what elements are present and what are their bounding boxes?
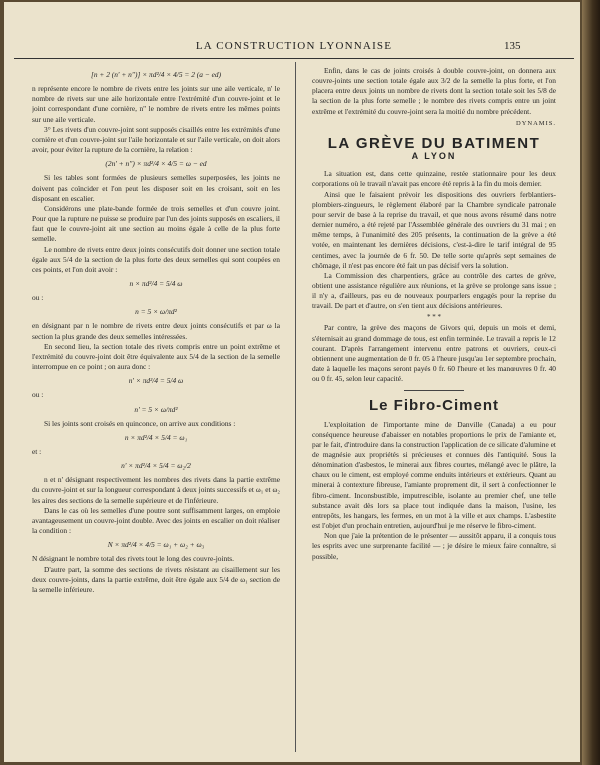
formula: n' × πd²/4 × 5/4 = ω₂/2 bbox=[121, 461, 191, 471]
right-column bbox=[312, 66, 556, 756]
newspaper-page bbox=[4, 2, 580, 762]
formula: n' = 5 × ω/πd² bbox=[134, 404, 178, 414]
section-asterism: * * * bbox=[427, 313, 441, 322]
paragraph: La Commission des charpentiers, grâce au contrôle des cartes de grève, obtient une assistance régulière aux réunions, et la grève se prolonge sans issue ; il n'y a, d'ailleurs, pas eu de nouveaux pourparlers engagés pour la reprise du travail. De part et d'autre, on s'en tient aux décisions antérieures. bbox=[312, 270, 556, 311]
article-headline: Le Fibro-Ciment bbox=[369, 397, 499, 415]
separator-rule bbox=[404, 390, 464, 391]
formula: n = 5 × ω/πd² bbox=[135, 307, 177, 317]
paragraph: Par contre, la grève des maçons de Givors qui, depuis un mois et demi, s'éternisait au grand dommage de tous, est enfin terminée. Le travail a repris le 12 courant. D'après l'arrangement intervenu entre patrons et ouvriers, ceux-ci obtiennent une augmentation de 0 fr. 05 à l'heure jusqu'au 1er septembre prochain, date à laquelle les maçons seront payés 0 fr. 60 l'heure et les manœuvres 0 fr. 40 ou 0 fr. 45, selon leur capacité. bbox=[312, 323, 556, 384]
header-rule bbox=[14, 58, 574, 59]
paragraph: Considérons une plate-bande formée de trois semelles et d'un couvre joint. Pour que la rupture ne puisse se produire par l'un des joints supposés en escaliers, il faut que le couvre-joint ait une section au moins égale à celle de la plus forte semelle. bbox=[32, 203, 280, 244]
paragraph: Si les joints sont croisés en quinconce, on arrive aux conditions : bbox=[44, 418, 236, 428]
signature: DYNAMIS. bbox=[516, 119, 556, 127]
article-headline: LA GRÈVE DU BATIMENT bbox=[327, 134, 541, 152]
page-header bbox=[4, 40, 580, 60]
paragraph: Enfin, dans le cas de joints croisés à double couvre-joint, on donnera aux couvre-joints une section totale égale aux 3/2 de la semelle la plus forte, et l'on placera entre deux joints un nombre de rivets dont la section totale soit les 5/8 de la section de la plus forte semelle ; le nombre des rivets compris entre un joint extrême et l'extrémité du couvre-joint sera la moitié du nombre précédent. bbox=[312, 66, 556, 116]
paragraph: Non que j'aie la prétention de le présenter — aussitôt apparu, il a conquis tous les esprits avec une surprenante facilité — ; je désire le mieux faire connaître, si possible, bbox=[312, 531, 556, 561]
paragraph: La situation est, dans cette quinzaine, restée stationnaire pour les deux corporations où le travail n'avait pas encore été repris à la fin du mois dernier. bbox=[312, 169, 556, 189]
formula: [n + 2 (n' + n'')] × πd²/4 × 4/5 = 2 (a − ed) bbox=[90, 70, 222, 79]
left-column bbox=[32, 66, 280, 756]
formula: n' × πd²/4 = 5/4 ω bbox=[128, 376, 184, 386]
paragraph: ou : bbox=[32, 390, 44, 400]
page-number: 135 bbox=[504, 40, 521, 52]
paragraph: ou : bbox=[32, 293, 44, 303]
paragraph: L'exploitation de l'importante mine de Danville (Canada) a eu pour conséquence heureuse d'abaisser en notables proportions le prix de l'amiante et, par le fait, d'introduire dans la construction l'application de ce silicate d'alumine et de magnésie aux propriétés si précieuses et connues dès l'antiquité. Sous la dénomination d'asbestos, le minerai aux fibres courtes, mélangé avec le plâtre, la chaux ou le ciment, est employé comme enduits intérieurs et extérieurs. Quant au minerai à contexture fibreuse, l'amiante proprement dit, il sert à confectionner le fibro-ciment. Inconsbustible, imputrescible, isolante au premier chef, une telle substance avait dès lors sa place tout indiquée dans la maison, l'usine, les entrepôts, les hangars, les fermes, en un mot à la ville et aux champs. L'asbestite est l'objet d'un prochain entretien, aujourd'hui je me réserve le fibro-ciment. bbox=[312, 419, 556, 531]
paragraph: En second lieu, la section totale des rivets compris entre un point extrême et l'extrémité du couvre-joint doit être équivalente aux 5/4 de la section de la semelle interrompue en ce point ; on aura donc : bbox=[32, 341, 280, 372]
paragraph: N désignant le nombre total des rivets tout le long des couvre-joints. bbox=[32, 554, 234, 564]
paragraph: en désignant par n le nombre de rivets entre deux joints consécutifs et par ω la section la plus grande des deux semelles intéressées. bbox=[32, 321, 280, 341]
running-title: LA CONSTRUCTION LYONNAISE bbox=[195, 40, 393, 52]
paragraph: n et n' désignant respectivement les nombres des rivets dans la partie extrême du couvre-joint et sur la longueur correspondant à deux joints successifs et ω₁ et ω₂ les aires des sections de la semelle supérieure et de l'inférieure. bbox=[32, 475, 280, 505]
formula: (2n' + n'') × πd²/4 × 4/5 = ω − ed bbox=[105, 159, 207, 169]
paragraph: et : bbox=[32, 447, 42, 456]
paragraph: D'autre part, la somme des sections de rivets résistant au cisaillement sur les deux couvre-joints, dans la partie extrême, doit être égale aux 5/4 de ω₁ section de la semelle inférieure. bbox=[32, 564, 280, 594]
paragraph: Le nombre de rivets entre deux joints consécutifs doit donner une section totale égale aux 5/4 de la section de la plus forte des deux semelles qui sont coupées en ces points, et l'on doit avoir : bbox=[32, 244, 280, 274]
book-binding-edge bbox=[582, 0, 600, 765]
article-subheadline: A LYON bbox=[411, 151, 457, 162]
paragraph: n représente encore le nombre de rivets entre les joints sur une aile verticale, n' le nombre de rivets sur une aile horizontale entre l'extrémité d'un couvre-joint et le joint correspondant d'une cornière, n'' le nombre de rivets entre les mêmes points sur une aile verticale. bbox=[32, 84, 280, 124]
formula: n × πd²/4 = 5/4 ω bbox=[129, 278, 183, 288]
formula: n × πd²/4 × 5/4 = ω₁ bbox=[124, 432, 188, 442]
paragraph: Si les tables sont formées de plusieurs semelles superposées, les joints ne doivent pas coïncider et l'on peut les disposer soit en les croisant, soit en les disposant en escalier. bbox=[32, 173, 280, 203]
paragraph: 3° Les rivets d'un couvre-joint sont supposés cisaillés entre les extrémités d'une cornière et d'un couvre-joint sur l'aile horizontale et sur l'aile verticale, on doit alors avoir, pour éviter la rupture de la cornière, la relation : bbox=[32, 124, 280, 155]
paragraph: Ainsi que le faisaient prévoir les dispositions des ouvriers ferblantiers-plombiers-zingueurs, le règlement élaboré par la Chambre syndicale patronale pour servir de base à la reprise du travail, et que nous avons résumé dans notre dernier numéro, a été rejeté par l'Assemblée générale des ouvriers du 31 mai ; en même temps, à l'unanimité des 205 présents, la continuation de la grève a été votée, en maintenant les dernières décisions, c'est-à-dire le tarif intégral de 95 centimes, avec la journée de 6 fr. 50. De telle sorte qu'après sept semaines de chômage, il n'est pas encore été fait un pas décisif vers la solution. bbox=[312, 189, 556, 270]
paragraph: Dans le cas où les semelles d'une poutre sont suffisamment larges, on emploie avantageusement un couvre-joint double. Avec des joints en escalier on doit réaliser la condition : bbox=[32, 505, 280, 536]
formula: N × πd²/4 × 4/5 = ω₁ + ω₂ + ω₃ bbox=[107, 540, 205, 550]
column-divider bbox=[295, 62, 296, 752]
